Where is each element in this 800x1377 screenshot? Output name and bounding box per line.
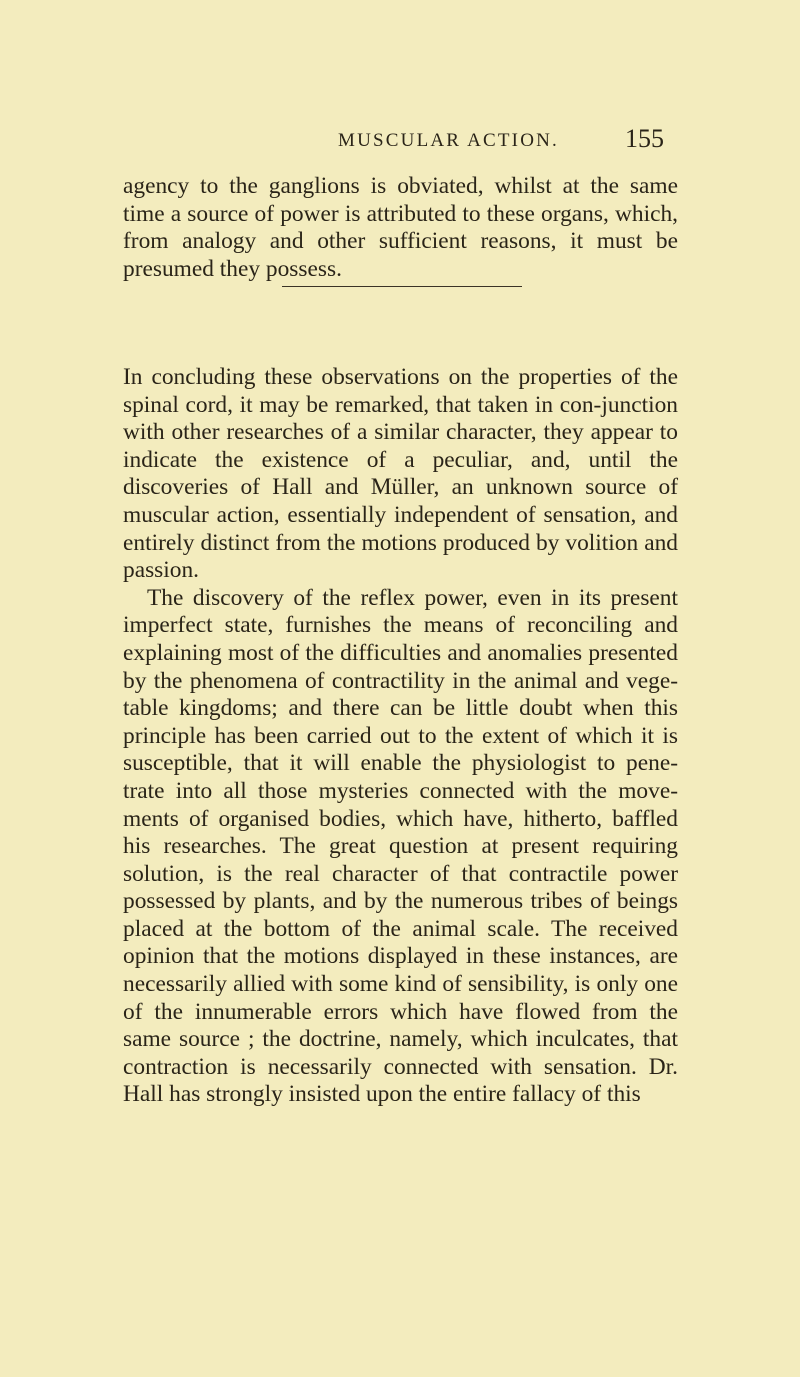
paragraph-concluding: In concluding these observations on the properties of the spinal cord, it may be remarked, that taken in con-junction with other researches of a similar character, they appear to indicate the existence of a peculiar, and, until the discoveries of Hall and Müller, an unknown source of muscular action, essentially independent of sensation, and entirely distinct from the motions produced by volition and passion. [123, 364, 678, 584]
page-number: 155 [625, 124, 664, 153]
section-divider [282, 286, 522, 287]
main-text [123, 364, 678, 1109]
opening-text [123, 173, 678, 283]
paragraph-reflex-power: The discovery of the reflex power, even in its present imperfect state, furnishes the means of reconciling and explaining most of the difficulties and anomalies presented by the phenomena of contractility in the animal and vege-table kingdoms; and there can be little doubt when this principle has been carried out to the extent of which it is susceptible, that it will enable the physiologist to pene-trate into all those mysteries connected with the move-ments of organised bodies, which have, hitherto, baffled his researches. The great question at present requiring solution, is the real character of that contractile power possessed by plants, and by the numerous tribes of beings placed at the bottom of the animal scale. The received opinion that the motions displayed in these instances, are necessarily allied with some kind of sensibility, is only one of the innumerable errors which have flowed from the same source ; the doctrine, namely, which inculcates, that contraction is necessarily connected with sensation. Dr. Hall has strongly insisted upon the entire fallacy of this [123, 584, 678, 1108]
paragraph-continued: agency to the ganglions is obviated, whilst at the same time a source of power is attributed to these organs, which, from analogy and other sufficient reasons, it must be presumed they possess. [123, 173, 678, 282]
running-title: MUSCULAR ACTION. [338, 130, 559, 151]
running-head [0, 124, 800, 160]
